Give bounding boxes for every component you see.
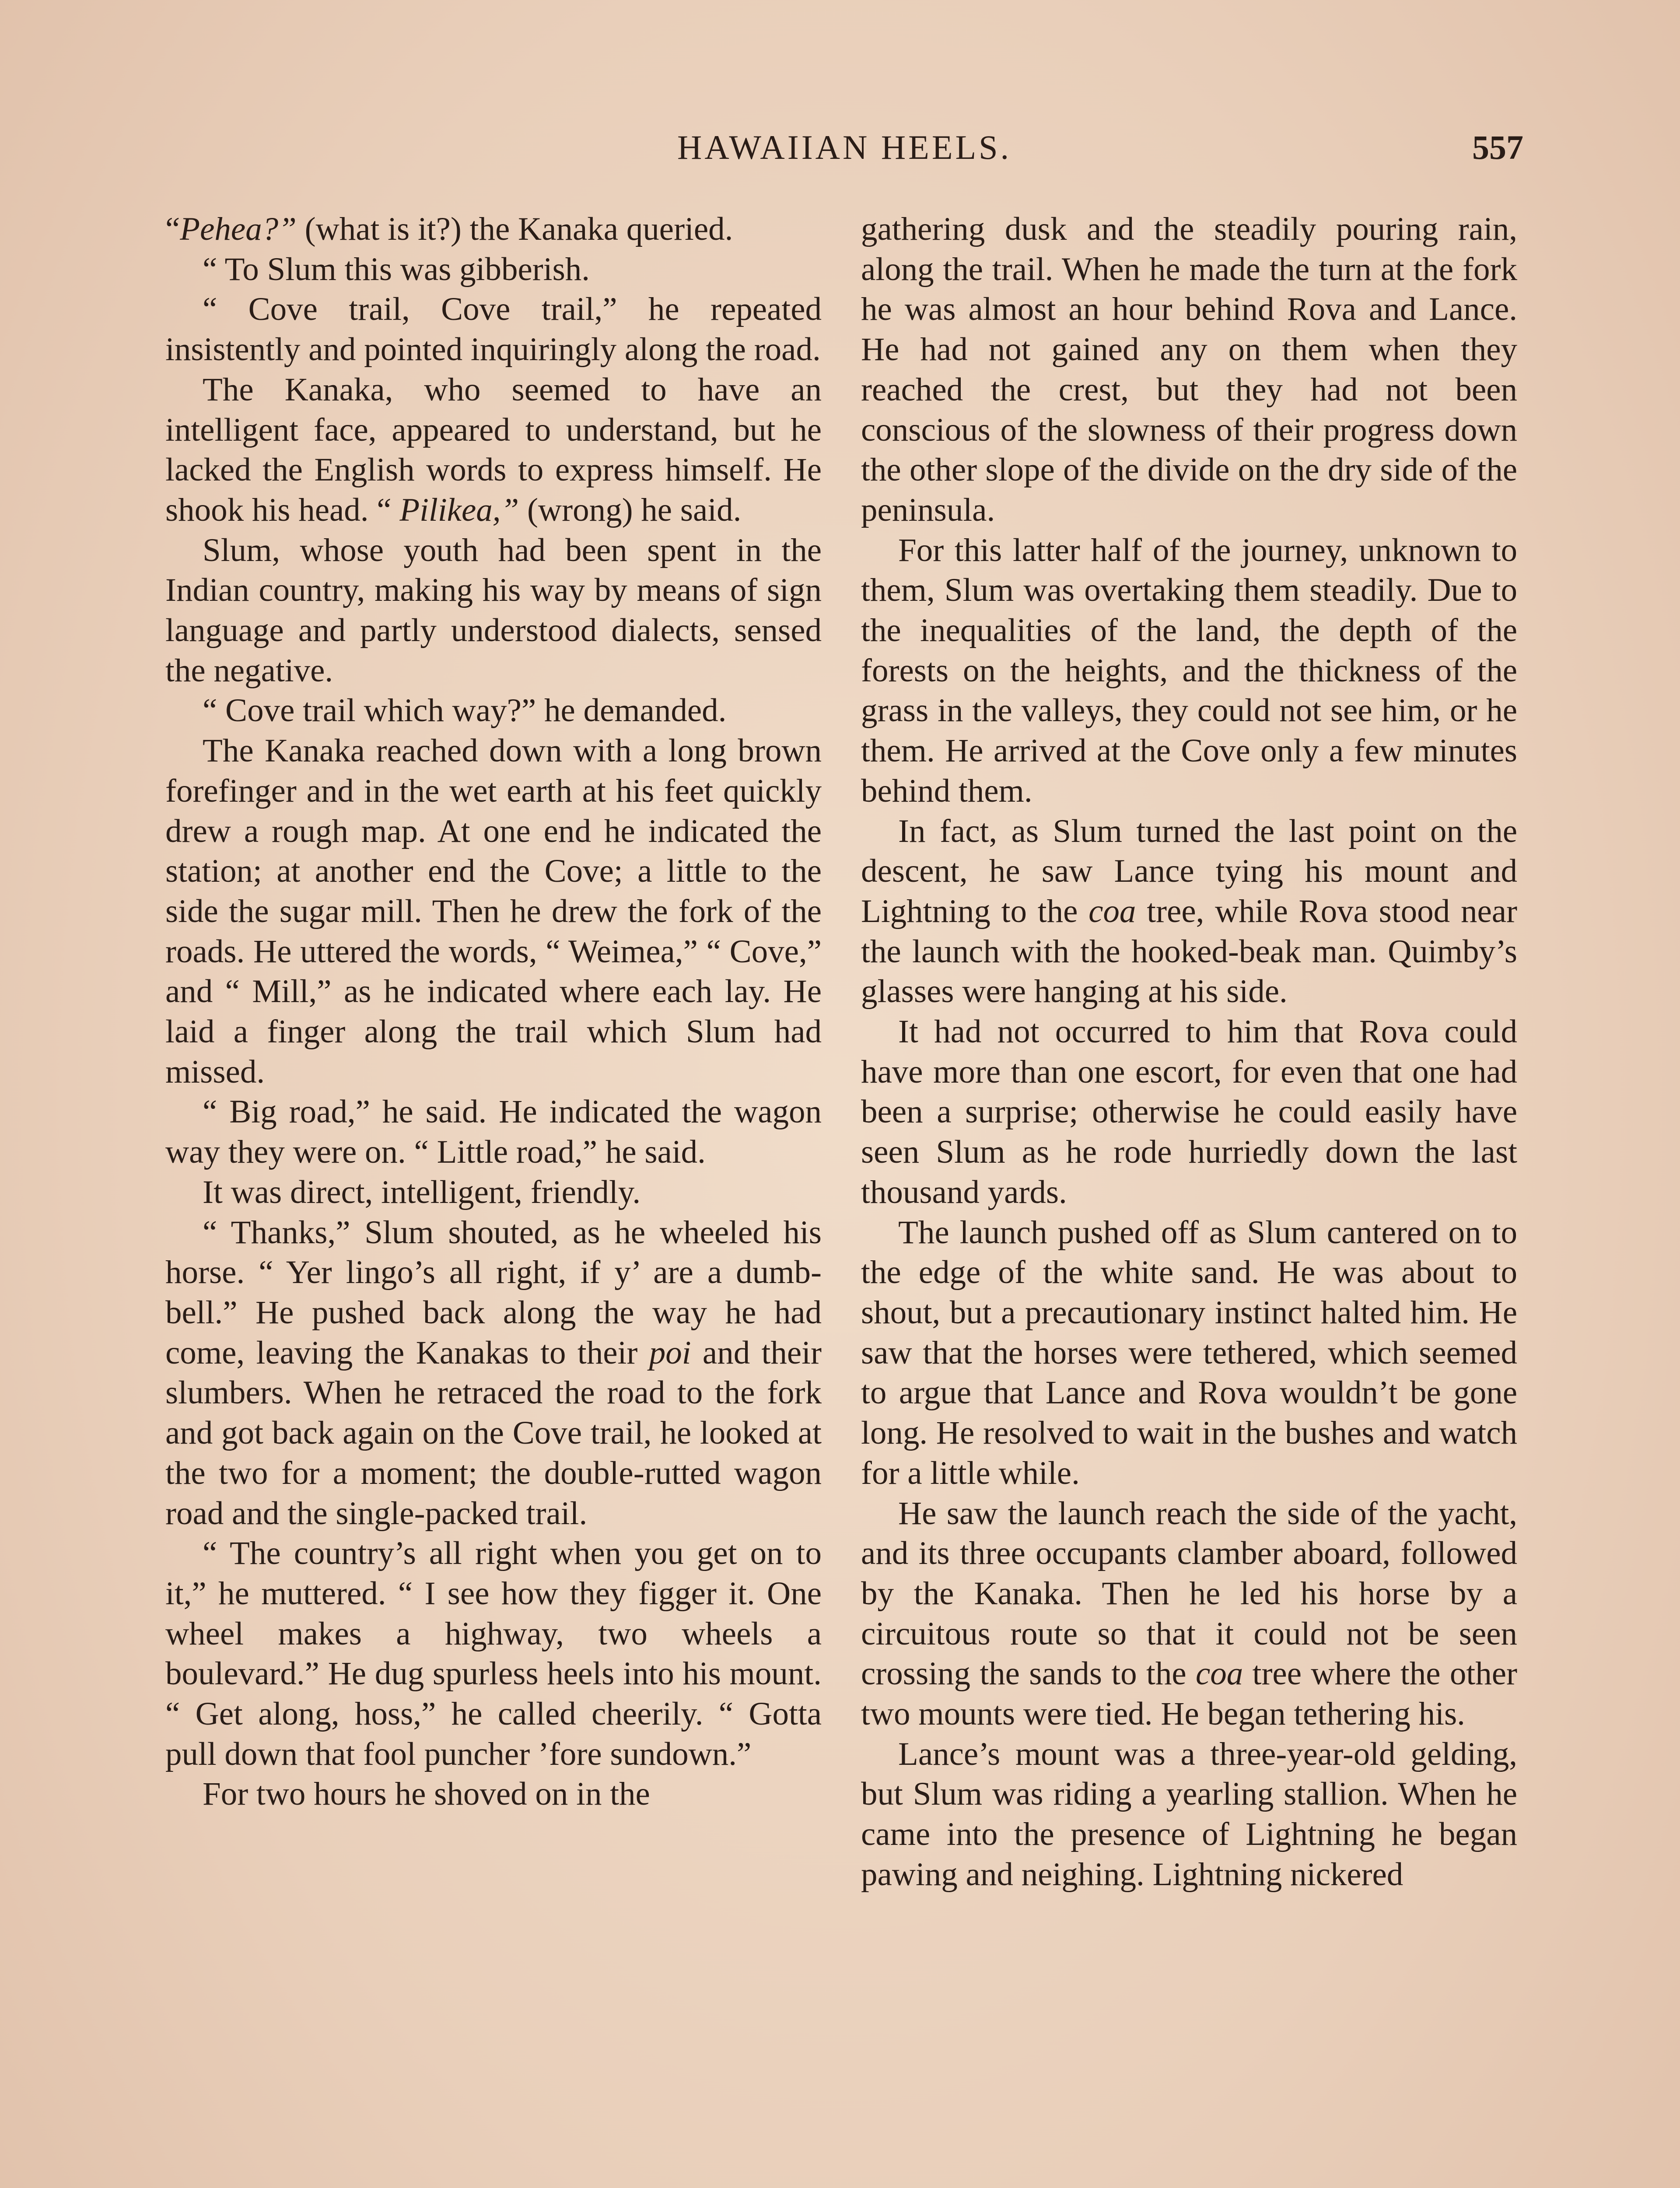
page-header <box>165 128 1523 176</box>
paragraph: Lance’s mount was a three-year-old gelding, but Slum was riding a yearling stallion. When he came into the presence of Lightning he began pawing and neighing. Lightning nickered <box>861 1736 1517 1893</box>
paragraph: “ To Slum this was gibberish. <box>203 251 590 288</box>
paragraph: “Pehea?” (what is it?) the Kanaka queried. <box>165 211 733 247</box>
paragraph: He saw the launch reach the side of the yacht, and its three occupants clamber aboard, followed by the Kanaka. Then he led his horse by a circuitous route so that it could not be seen crossing the sands to the coa tree where the other two mounts were tied. He began tethering his. <box>861 1495 1517 1732</box>
paragraph: “ Thanks,” Slum shouted, as he wheeled his horse. “ Yer lingo’s all right, if y’ are a dumb-bell.” He pushed back along the way he had come, leaving the Kanakas to their poi and their slumbers. When he retraced the road to the fork and got back again on the Cove trail, he looked at the two for a moment; the double-rutted wagon road and the single-packed trail. <box>165 1214 822 1532</box>
paragraph: It had not occurred to him that Rova could have more than one escort, for even that one had been a surprise; otherwise he could easily have seen Slum as he rode hurriedly down the last thousand yards. <box>861 1013 1517 1210</box>
running-head: HAWAIIAN HEELS. <box>677 128 1012 166</box>
paragraph: The Kanaka, who seemed to have an intelligent face, appeared to understand, but he lacked the English words to express himself. He shook his head. “ Pilikea,” (wrong) he said. <box>165 371 822 528</box>
left-column <box>165 209 822 1814</box>
paragraph: “ Cove trail which way?” he demanded. <box>203 692 727 729</box>
paragraph: In fact, as Slum turned the last point on the descent, he saw Lance tying his mount and Lightning to the coa tree, while Rova stood near the launch with the hooked-beak man. Quimby’s glasses were hanging at his side. <box>861 813 1517 1010</box>
paragraph: “ Cove trail, Cove trail,” he repeated insistently and pointed inquiringly along the road. <box>165 291 822 368</box>
paragraph: “ The country’s all right when you get on to it,” he muttered. “ I see how they figger it. One wheel makes a highway, two wheels a boulevard.” He dug spurless heels into his mount. “ Get along, hoss,” he called cheerily. “ Gotta pull down that fool puncher ’fore sundown.” <box>165 1535 822 1772</box>
right-column <box>861 209 1517 1895</box>
paragraph: It was direct, intelligent, friendly. <box>203 1174 641 1210</box>
paragraph: The launch pushed off as Slum cantered on to the edge of the white sand. He was about to shout, but a precautionary instinct halted him. He saw that the horses were tethered, which seemed to argue that Lance and Rova wouldn’t be gone long. He resolved to wait in the bushes and watch for a little while. <box>861 1214 1517 1491</box>
paragraph: For this latter half of the journey, unknown to them, Slum was overtaking them steadily. Due to the inequalities of the land, the depth of the forests on the heights, and the thickness of the grass in the valleys, they could not see him, or he them. He arrived at the Cove only a few minutes behind them. <box>861 532 1517 809</box>
paragraph: The Kanaka reached down with a long brown forefinger and in the wet earth at his feet quickly drew a rough map. At one end he indicated the station; at another end the Cove; a little to the side the sugar mill. Then he drew the fork of the roads. He uttered the words, “ Weimea,” “ Cove,” and “ Mill,” as he indicated where each lay. He laid a finger along the trail which Slum had missed. <box>165 733 822 1090</box>
page-number: 557 <box>1472 128 1523 166</box>
paragraph: Slum, whose youth had been spent in the Indian country, making his way by means of sign language and partly understood dialects, sensed the negative. <box>165 532 822 689</box>
paragraph: For two hours he shoved on in the <box>203 1776 650 1813</box>
paragraph: “ Big road,” he said. He indicated the wagon way they were on. “ Little road,” he said. <box>165 1094 822 1171</box>
paragraph: gathering dusk and the steadily pouring rain, along the trail. When he made the turn at the fork he was almost an hour behind Rova and Lance. He had not gained any on them when they reached the crest, but they had not been conscious of the slowness of their progress down the other slope of the divide on the dry side of the peninsula. <box>861 211 1517 528</box>
